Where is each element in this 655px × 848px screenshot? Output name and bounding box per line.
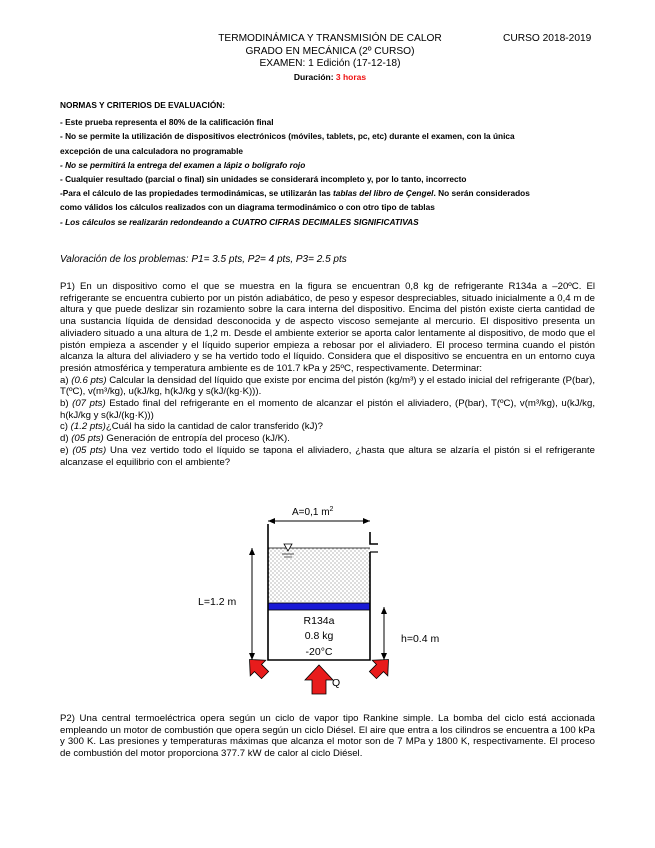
rule-item: - No se permitirá la entrega del examen a lápiz o bolígrafo rojo	[60, 159, 306, 170]
rule-item: -Para el cálculo de las propiedades termodinámicas, se utilizarán las tablas del libro de Çengel. No serán considerados	[60, 188, 530, 199]
header-duration	[165, 71, 495, 84]
p1-part-d: d) (05 pts) Generación de entropía del proceso (kJ/K).	[60, 433, 290, 445]
rule-item: - Este prueba representa el 80% de la calificación final	[60, 117, 274, 128]
header-degree: GRADO EN MECÁNICA (2º CURSO)	[245, 45, 415, 57]
exam-header	[165, 33, 495, 83]
arrowhead-icon	[363, 518, 370, 524]
overflow-spout	[370, 532, 378, 544]
h-label: h=0.4 m	[401, 633, 440, 645]
temperature-label: -20°C	[305, 646, 333, 658]
rules-section	[60, 98, 530, 229]
heat-arrow-bottom-icon	[305, 665, 333, 694]
p1-part-a: a) (0.6 pts) Calcular la densidad del líquido que existe por encima del pistón (kg/m³) y el estado inicial del refrigerante (P(bar), T(ºC), v(m³/kg), u(kJ/kg, h(kJ/kg y s(kJ/(kg·K))).	[60, 374, 595, 398]
mass-label: 0.8 kg	[304, 630, 334, 642]
L-label: L=1.2 m	[198, 596, 237, 608]
course-year: CURSO 2018-2019	[503, 33, 592, 44]
problem-1	[60, 281, 595, 468]
problem-2: P2) Una central termoeléctrica opera según un ciclo de vapor tipo Rankine simple. La bomba del ciclo está accionada empleando un motor de combustión que opera según un ciclo Diésel. El aire que entra a los cilindros se encuentra a 100 kPa y 300 K. Las presiones y temperaturas máximas que alcanza el motor son de 7 MPa y 1800 K, respectivamente. El proceso de combustión del motor proporciona 377.7 kW de calor al ciclo Diésel.	[60, 713, 595, 760]
p1-part-c: c) (1.2 pts)¿Cuál ha sido la cantidad de calor transferido (kJ)?	[60, 421, 323, 433]
piston	[268, 603, 370, 610]
rule-item: como válidos los cálculos realizados con un diagrama termodinámico o con otro tipo de tablas	[60, 202, 435, 213]
arrowhead-icon	[381, 653, 387, 660]
duration-value: 3 horas	[335, 71, 367, 82]
arrowhead-icon	[268, 518, 275, 524]
p1-part-b: b) (07 pts) Estado final del refrigerante en el momento de alcanzar el pistón el aliviadero, (P(bar), T(ºC), v(m³/kg), u(kJ/kg, h(kJ/kg y s(kJ/(kg·K)))	[60, 398, 595, 421]
rule-item: excepción de una calculadora no programable	[60, 145, 244, 156]
rule-item: - No se permite la utilización de dispositivos electrónicos (móviles, tablets, pc, etc) durante el examen, con la única	[60, 131, 515, 142]
arrowhead-icon	[249, 653, 255, 660]
duration-label: Duración:	[293, 71, 336, 82]
header-exam: EXAMEN: 1 Edición (17-12-18)	[259, 58, 401, 69]
header-subject: TERMODINÁMICA Y TRANSMISIÓN DE CALOR	[218, 33, 442, 44]
viscous-liquid	[268, 548, 370, 603]
rules-title: NORMAS Y CRITERIOS DE EVALUACIÓN:	[60, 100, 226, 110]
arrowhead-icon	[381, 607, 387, 614]
heat-label: Q	[332, 677, 341, 689]
rule-item: - Los cálculos se realizarán redondeando a CUATRO CIFRAS DECIMALES SIGNIFICATIVAS	[60, 216, 419, 227]
p1-part-e: e) (05 pts) Una vez vertido todo el líquido se tapona el aliviadero, ¿hasta que altura se alzaría el pistón si el refrigerante alcanzase el equilibrio con el ambiente?	[60, 444, 595, 468]
p1-statement: P1) En un dispositivo como el que se muestra en la figura se encuentran 0,8 kg de refrigerante R134a a –20ºC. El refrigerante se encuentra cubierto por un pistón adiabático, de peso y espesor despreciables, situado inicialmente a 0,4 m de altura y que puede deslizar sin rozamiento sobre la cara interna del dispositivo. Encima del pistón existe cierta cantidad de una sustancia líquida de densidad desconocida y de aspecto viscoso semejante al mercurio. El dispositivo presenta un aliviadero situado a una altura de 1,2 m. Desde el ambiente exterior se aporta calor lentamente al dispositivo, de modo que el pistón empieza a ascender y el líquido superior empieza a rebosar por el aliviadero. El proceso termina cuando el pistón alcanza la altura del aliviadero y se ha vertido todo el líquido. Considera que el dispositivo se encuentra en un entorno cuya presión atmosférica y temperatura ambiente es de 101.7 kPa y 25ºC, respectivamente. Determinar:	[60, 281, 595, 374]
piston-cylinder-figure	[180, 496, 480, 696]
area-label: A=0,1 $m^2$	[292, 506, 334, 518]
arrowhead-icon	[249, 548, 255, 555]
rule-item: - Cualquier resultado (parcial o final) sin unidades se considerará incompleto y, por lo tanto, incorrecto	[60, 174, 467, 185]
fluid-label: R134a	[303, 615, 335, 627]
valuation-line: Valoración de los problemas: P1= 3.5 pts, P2= 4 pts, P3= 2.5 pts	[60, 254, 347, 265]
